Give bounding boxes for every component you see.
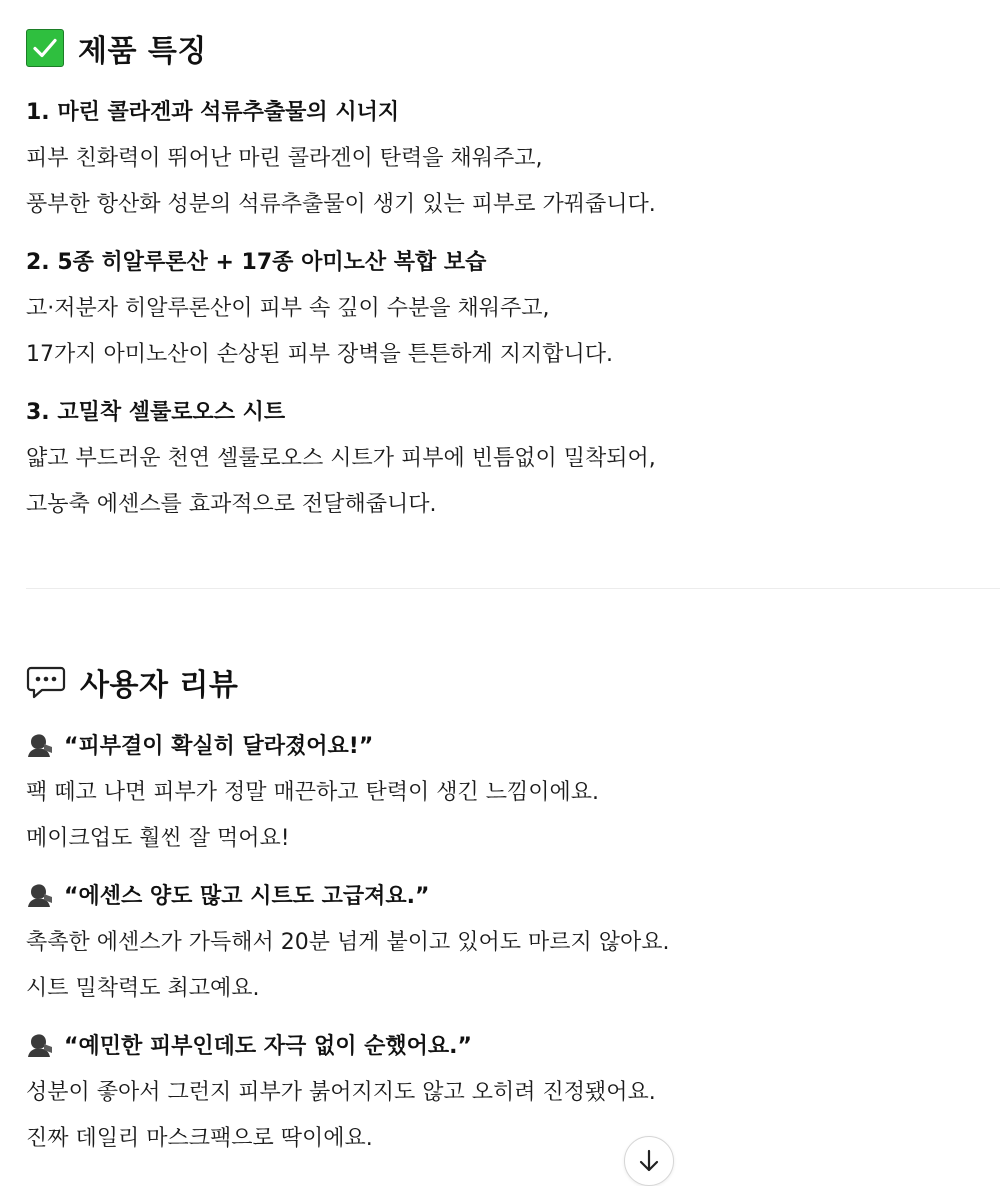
feature-3-line-2: 고농축 에센스를 효과적으로 전달해줍니다. (26, 492, 437, 517)
feature-3-line-1: 얇고 부드러운 천연 셀룰로오스 시트가 피부에 빈틈없이 밀착되어, (26, 446, 656, 471)
check-mark-button-icon (26, 29, 64, 67)
feature-2-title: 2. 5종 히알루론산 + 17종 아미노산 복합 보습 (26, 250, 487, 275)
review-3-title: “예민한 피부인데도 자극 없이 순했어요.” (64, 1034, 472, 1059)
features-heading-label: 제품 특징 (78, 34, 207, 69)
review-1-line-2: 메이크업도 훨씬 잘 먹어요! (26, 826, 290, 851)
feature-3-title: 3. 고밀착 셀룰로오스 시트 (26, 400, 286, 425)
review-2-line-1: 촉촉한 에센스가 가득해서 20분 넘게 붙이고 있어도 마르지 않아요. (26, 930, 670, 955)
feature-2-line-2: 17가지 아미노산이 손상된 피부 장벽을 튼튼하게 지지합니다. (26, 342, 613, 367)
review-2-title: “에센스 양도 많고 시트도 고급져요.” (64, 884, 430, 909)
review-1-line-1: 팩 떼고 나면 피부가 정말 매끈하고 탄력이 생긴 느낌이에요. (26, 780, 599, 805)
feature-1-line-1: 피부 친화력이 뛰어난 마린 콜라겐이 탄력을 채워주고, (26, 146, 543, 171)
person-silhouette-icon (26, 1032, 54, 1058)
person-silhouette-icon (26, 732, 54, 758)
person-silhouette-icon (26, 882, 54, 908)
feature-1-title: 1. 마린 콜라겐과 석류추출물의 시너지 (26, 100, 400, 125)
review-3-line-2: 진짜 데일리 마스크팩으로 딱이에요. (26, 1126, 373, 1151)
section-divider (26, 588, 1000, 589)
review-2-line-2: 시트 밀착력도 최고예요. (26, 976, 260, 1001)
reviews-heading-label: 사용자 리뷰 (80, 668, 239, 703)
features-heading (26, 26, 207, 70)
arrow-down-icon (637, 1148, 661, 1174)
review-3-line-1: 성분이 좋아서 그런지 피부가 붉어지지도 않고 오히려 진정됐어요. (26, 1080, 656, 1105)
feature-2-line-1: 고·저분자 히알루론산이 피부 속 깊이 수분을 채워주고, (26, 296, 550, 321)
speech-bubble-icon (26, 664, 66, 700)
review-2-title-row (26, 879, 429, 910)
review-1-title-row (26, 729, 373, 760)
feature-1-line-2: 풍부한 항산화 성분의 석류추출물이 생기 있는 피부로 가꿔줍니다. (26, 192, 656, 217)
review-3-title-row (26, 1029, 472, 1060)
review-1-title: “피부결이 확실히 달라졌어요!” (64, 734, 374, 759)
reviews-heading (26, 660, 238, 704)
